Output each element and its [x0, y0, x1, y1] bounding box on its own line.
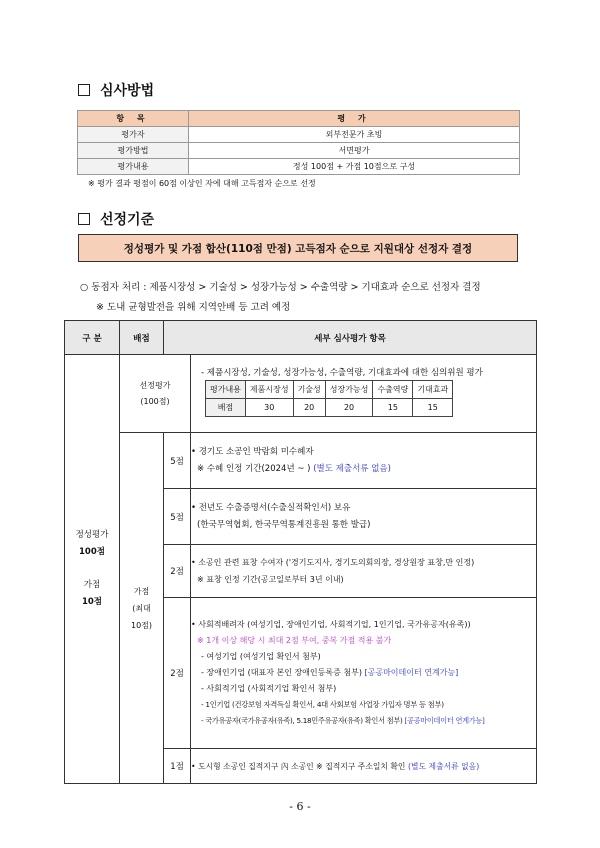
- sub-item-blue: [공공마이데이터 연계가능]: [364, 668, 459, 677]
- row-label: 평가내용: [78, 159, 189, 175]
- bonus-line: • 사회적배려자 (여성기업, 장애인기업, 사회적기업, 1인기업, 국가유공자(유족)): [191, 620, 471, 629]
- qual-item-score: 15: [413, 399, 453, 417]
- bonus-subline-text: ※ 수혜 인정 기간(2024년 ~ ): [197, 463, 311, 474]
- bonus-line-blue: (별도 제출서류 없음): [407, 761, 480, 771]
- bonus-detail: [191, 433, 537, 489]
- page-number: - 6 -: [289, 800, 311, 813]
- sub-item-text: - 장애인기업 (대표자 본인 장애인등록증 첨부): [201, 668, 362, 677]
- table-row: [78, 143, 520, 159]
- row-value: 정성 100점 + 가점 10점으로 구성: [189, 159, 520, 175]
- qual-detail-cell: [191, 355, 537, 433]
- header-score: 배점: [120, 321, 164, 355]
- bonus-detail: [191, 489, 537, 545]
- bonus-line: • 소공인 관련 표창 수여자 ('경기도지사, 경기도의회의장, 경상원장 표창,만 인정): [191, 558, 475, 567]
- qual-items-label-row: [206, 381, 453, 399]
- square-bullet-icon: [78, 213, 90, 225]
- sub-item-text: - 국가유공자(국가유공자(유족), 5.18민주유공자(유족) 확인서 첨부): [201, 716, 403, 725]
- row-value: 외부전문가 초빙: [189, 127, 520, 143]
- evaluation-method-table: [77, 110, 520, 175]
- sub-item-blue: [공공마이데이터 연계가능]: [404, 716, 485, 725]
- row-value: 서면평가: [189, 143, 520, 159]
- qual-item-label: 제품시장성: [245, 381, 293, 399]
- bonus-name: 가점: [133, 586, 150, 596]
- sub-item-text: - 사회적기업 (사회적기업 확인서 첨부): [201, 684, 337, 693]
- bonus-detail: [191, 545, 537, 598]
- selection-banner: 정성평가 및 가점 합산(110점 만점) 고득점자 순으로 지원대상 선정자 결정: [78, 234, 518, 262]
- qual-item-label: 성장가능성: [325, 381, 373, 399]
- regional-note-text: ※ 도내 균형발전을 위해 지역안배 등 고려 예정: [96, 302, 291, 313]
- qual-description: - 제품시장성, 기술성, 성장가능성, 수출역량, 기대효과에 대한 심의위원 평가: [201, 368, 483, 378]
- category-bonus-label: 가점: [83, 580, 101, 590]
- qual-row: [65, 355, 537, 433]
- category-qual-label: 정성평가: [75, 530, 109, 540]
- bonus-points-2: 10점): [130, 620, 153, 630]
- bonus-score: 2점: [164, 598, 191, 749]
- qual-item-label: 기대효과: [413, 381, 453, 399]
- table-row: [78, 127, 520, 143]
- header-eval: 평 가: [189, 111, 520, 127]
- bonus-sub-item: [191, 713, 536, 729]
- qual-item-score: 15: [373, 399, 413, 417]
- bonus-score: 5점: [164, 489, 191, 545]
- category-qual-points: 100점: [79, 547, 105, 557]
- section-title-text: 심사방법: [100, 83, 155, 99]
- bonus-subline: [191, 461, 536, 478]
- qual-item-score: 20: [293, 399, 325, 417]
- square-bullet-icon: [78, 84, 90, 96]
- bonus-label-cell: [120, 433, 164, 784]
- bonus-subline: ※ 표창 인정 기간(공고일로부터 3년 이내): [197, 575, 344, 584]
- table-row: [78, 159, 520, 175]
- bonus-sub-item: [191, 665, 536, 681]
- header-category: 구 분: [65, 321, 120, 355]
- qual-items-score-row: [206, 399, 453, 417]
- qual-item-label: 평가내용: [206, 381, 246, 399]
- criteria-header-row: [65, 321, 537, 355]
- qual-item-label: 수출역량: [373, 381, 413, 399]
- header-item: 항 목: [78, 111, 189, 127]
- qual-item-score: 20: [325, 399, 373, 417]
- bonus-subline: ※ 1개 이상 해당 시 최대 2점 부여, 중복 가점 적용 불가: [197, 636, 392, 645]
- qual-item-label: 기술성: [293, 381, 325, 399]
- row-label: 평가자: [78, 127, 189, 143]
- criteria-table: [64, 320, 537, 784]
- bonus-sub-item: [191, 681, 536, 697]
- bonus-points: (최대: [132, 603, 151, 613]
- section-title-selection-criteria: [78, 209, 154, 229]
- bonus-score: 1점: [164, 749, 191, 784]
- bonus-subline-blue: (별도 제출서류 없음): [313, 463, 391, 474]
- qual-points: (100점): [140, 396, 170, 406]
- category-cell: [65, 355, 120, 784]
- tie-rule-text: ○ 동점자 처리 : 제품시장성 > 기술성 > 성장가능성 > 수출역량 > 기대효과 순으로 선정자 결정: [80, 282, 481, 293]
- bonus-line: • 도시형 소공인 집적지구 內 소공인 ※ 집적지구 주소일치 확인: [191, 761, 406, 771]
- bonus-detail: [191, 749, 537, 784]
- category-bonus-points: 10점: [81, 597, 103, 607]
- bonus-subline: (한국무역협회, 한국무역통계진흥원 통한 발급): [197, 519, 371, 530]
- qual-item-score: 배점: [206, 399, 246, 417]
- sub-item-text: - 여성기업 (여성기업 확인서 첨부): [201, 652, 321, 661]
- table-header-row: [78, 111, 520, 127]
- bonus-detail: [191, 598, 537, 749]
- section-title-text: 선정기준: [100, 212, 155, 228]
- header-detail: 세부 심사평가 항목: [164, 321, 537, 355]
- qual-items-table: [205, 380, 453, 417]
- sub-item-text: - 1인기업 (건강보험 자격득실 확인서, 4대 사회보험 사업장 가입자 명부 등 첨부): [201, 700, 444, 709]
- row-label: 평가방법: [78, 143, 189, 159]
- qual-item-score: 30: [245, 399, 293, 417]
- bonus-line: • 전년도 수출증명서(수출실적확인서) 보유: [191, 502, 351, 513]
- bonus-score: 2점: [164, 545, 191, 598]
- qual-name: 선정평가: [139, 380, 171, 390]
- bonus-sub-item: [191, 649, 536, 665]
- bonus-sub-item: [191, 697, 536, 713]
- section-title-review-method: [78, 80, 154, 100]
- evaluation-note: ※ 평가 결과 평점이 60점 이상인 자에 대해 고득점자 순으로 선정: [88, 179, 316, 188]
- bonus-score: 5점: [164, 433, 191, 489]
- bonus-row: [65, 433, 537, 489]
- qual-score-cell: [120, 355, 191, 433]
- bonus-line: • 경기도 소공인 박람회 미수혜자: [191, 446, 314, 457]
